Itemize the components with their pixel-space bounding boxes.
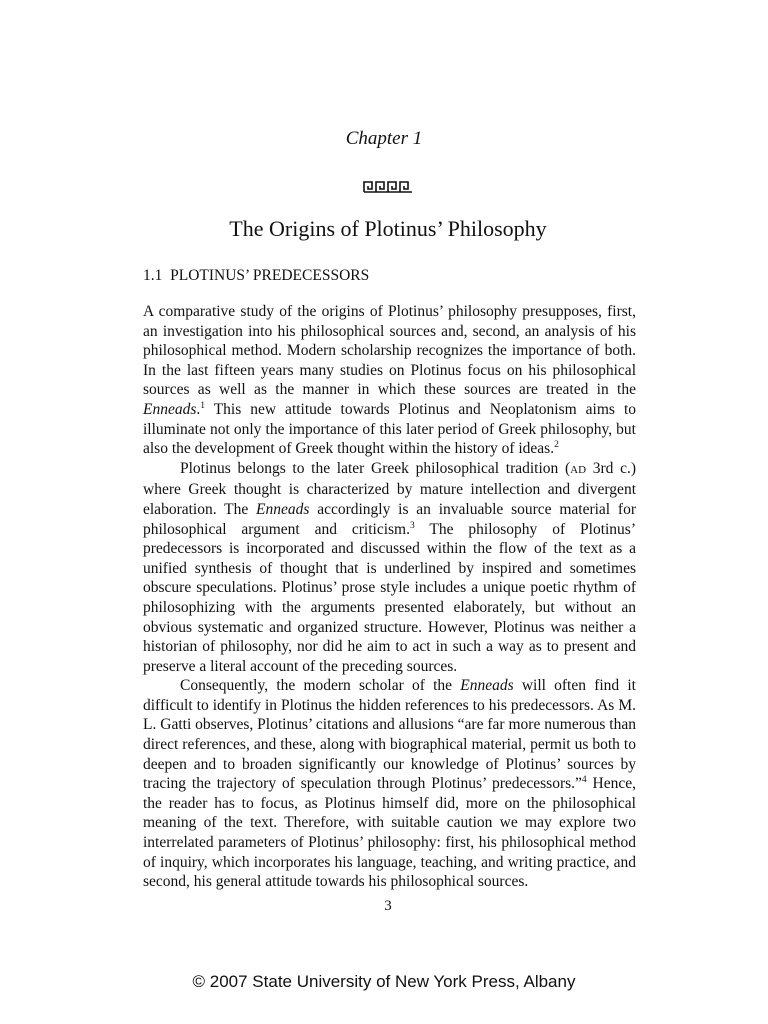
paragraph-3: [143, 676, 636, 892]
body-text: [143, 302, 636, 892]
footnote-marker: 4: [581, 775, 587, 786]
text-run: Hence, the reader has to focus, as Plotinus himself did, more on the philosophical meaning of the text. Therefore, with suitable caution we may explore two interrelated parameters of Plotinus’ philosophy: first, his philosophical method of inquiry, which incorporates his language, teaching, and writing practice, and second, his general attitude towards his philosophical sources.: [143, 775, 636, 891]
text-run: accordingly is an invaluable source material for philosophical argument and criticism.: [143, 500, 636, 538]
text-run: .: [196, 400, 201, 418]
section-heading-text: PLOTINUS’ PREDECESSORS: [170, 267, 370, 284]
italic-title: Enneads: [460, 677, 514, 695]
copyright-footer: © 2007 State University of New York Press, Albany: [192, 972, 576, 991]
text-run: 3rd c.) where Greek thought is characterized by mature intellection and divergent elaboration. The: [143, 459, 636, 518]
italic-title: Enneads: [143, 400, 197, 418]
footnote-marker: 3: [410, 520, 415, 531]
page-number: 3: [384, 898, 392, 914]
text-run: A comparative study of the origins of Plotinus’ philosophy presupposes, first, an investigation into his philosophical sources and, second, an analysis of his philosophical method. Modern scholarship recognizes the importance of both. In the last fifteen years many studies on Plotinus focus on his philosophical sources as well as the manner in which these sources are treated in the: [143, 303, 636, 399]
text-run: This new attitude towards Plotinus and Neoplatonism aims to illuminate not only the importance of this later period of Greek philosophy, but also the development of Greek thought within the history of ideas.: [143, 400, 636, 458]
chapter-title: The Origins of Plotinus’ Philosophy: [229, 216, 547, 241]
greek-key-ornament-icon: [363, 181, 413, 193]
section-number: 1.1: [143, 267, 163, 284]
paragraph-1: [143, 302, 636, 459]
chapter-label: Chapter 1: [345, 128, 423, 149]
section-heading: [143, 267, 369, 285]
italic-title: Enneads: [256, 500, 310, 518]
text-run: The philosophy of Plotinus’ predecessors is incorporated and discussed within the flow of the text as a unified synthesis of thought that is underlined by inspired and sometimes obscure speculations. Plotinus’ prose style includes a unique poetic rhythm of philosophizing with the arguments presented elaborately, but without an obvious systematic and organized structure. However, Plotinus was neither a historian of philosophy, nor did he aim to act in such a way as to present and preserve a literal account of the preceding sources.: [143, 520, 637, 675]
paragraph-2: [143, 459, 636, 677]
text-run: Consequently, the modern scholar of the: [180, 677, 461, 695]
footnote-marker: 2: [554, 440, 559, 450]
small-caps-era: AD: [570, 463, 587, 476]
text-run: Plotinus belongs to the later Greek philosophical tradition (: [180, 459, 571, 477]
text-run: will often find it difficult to identify in Plotinus the hidden references to his predecessors. As M. L. Gatti observes, Plotinus’ citations and allusions “are far more numerous than direct references, and these, along with biographical material, permit us both to deepen and to broaden significantly our knowledge of Plotinus’ sources by tracing the trajectory of speculation through Plotinus’ predecessors.”: [143, 677, 636, 793]
footnote-marker: 1: [200, 400, 206, 411]
